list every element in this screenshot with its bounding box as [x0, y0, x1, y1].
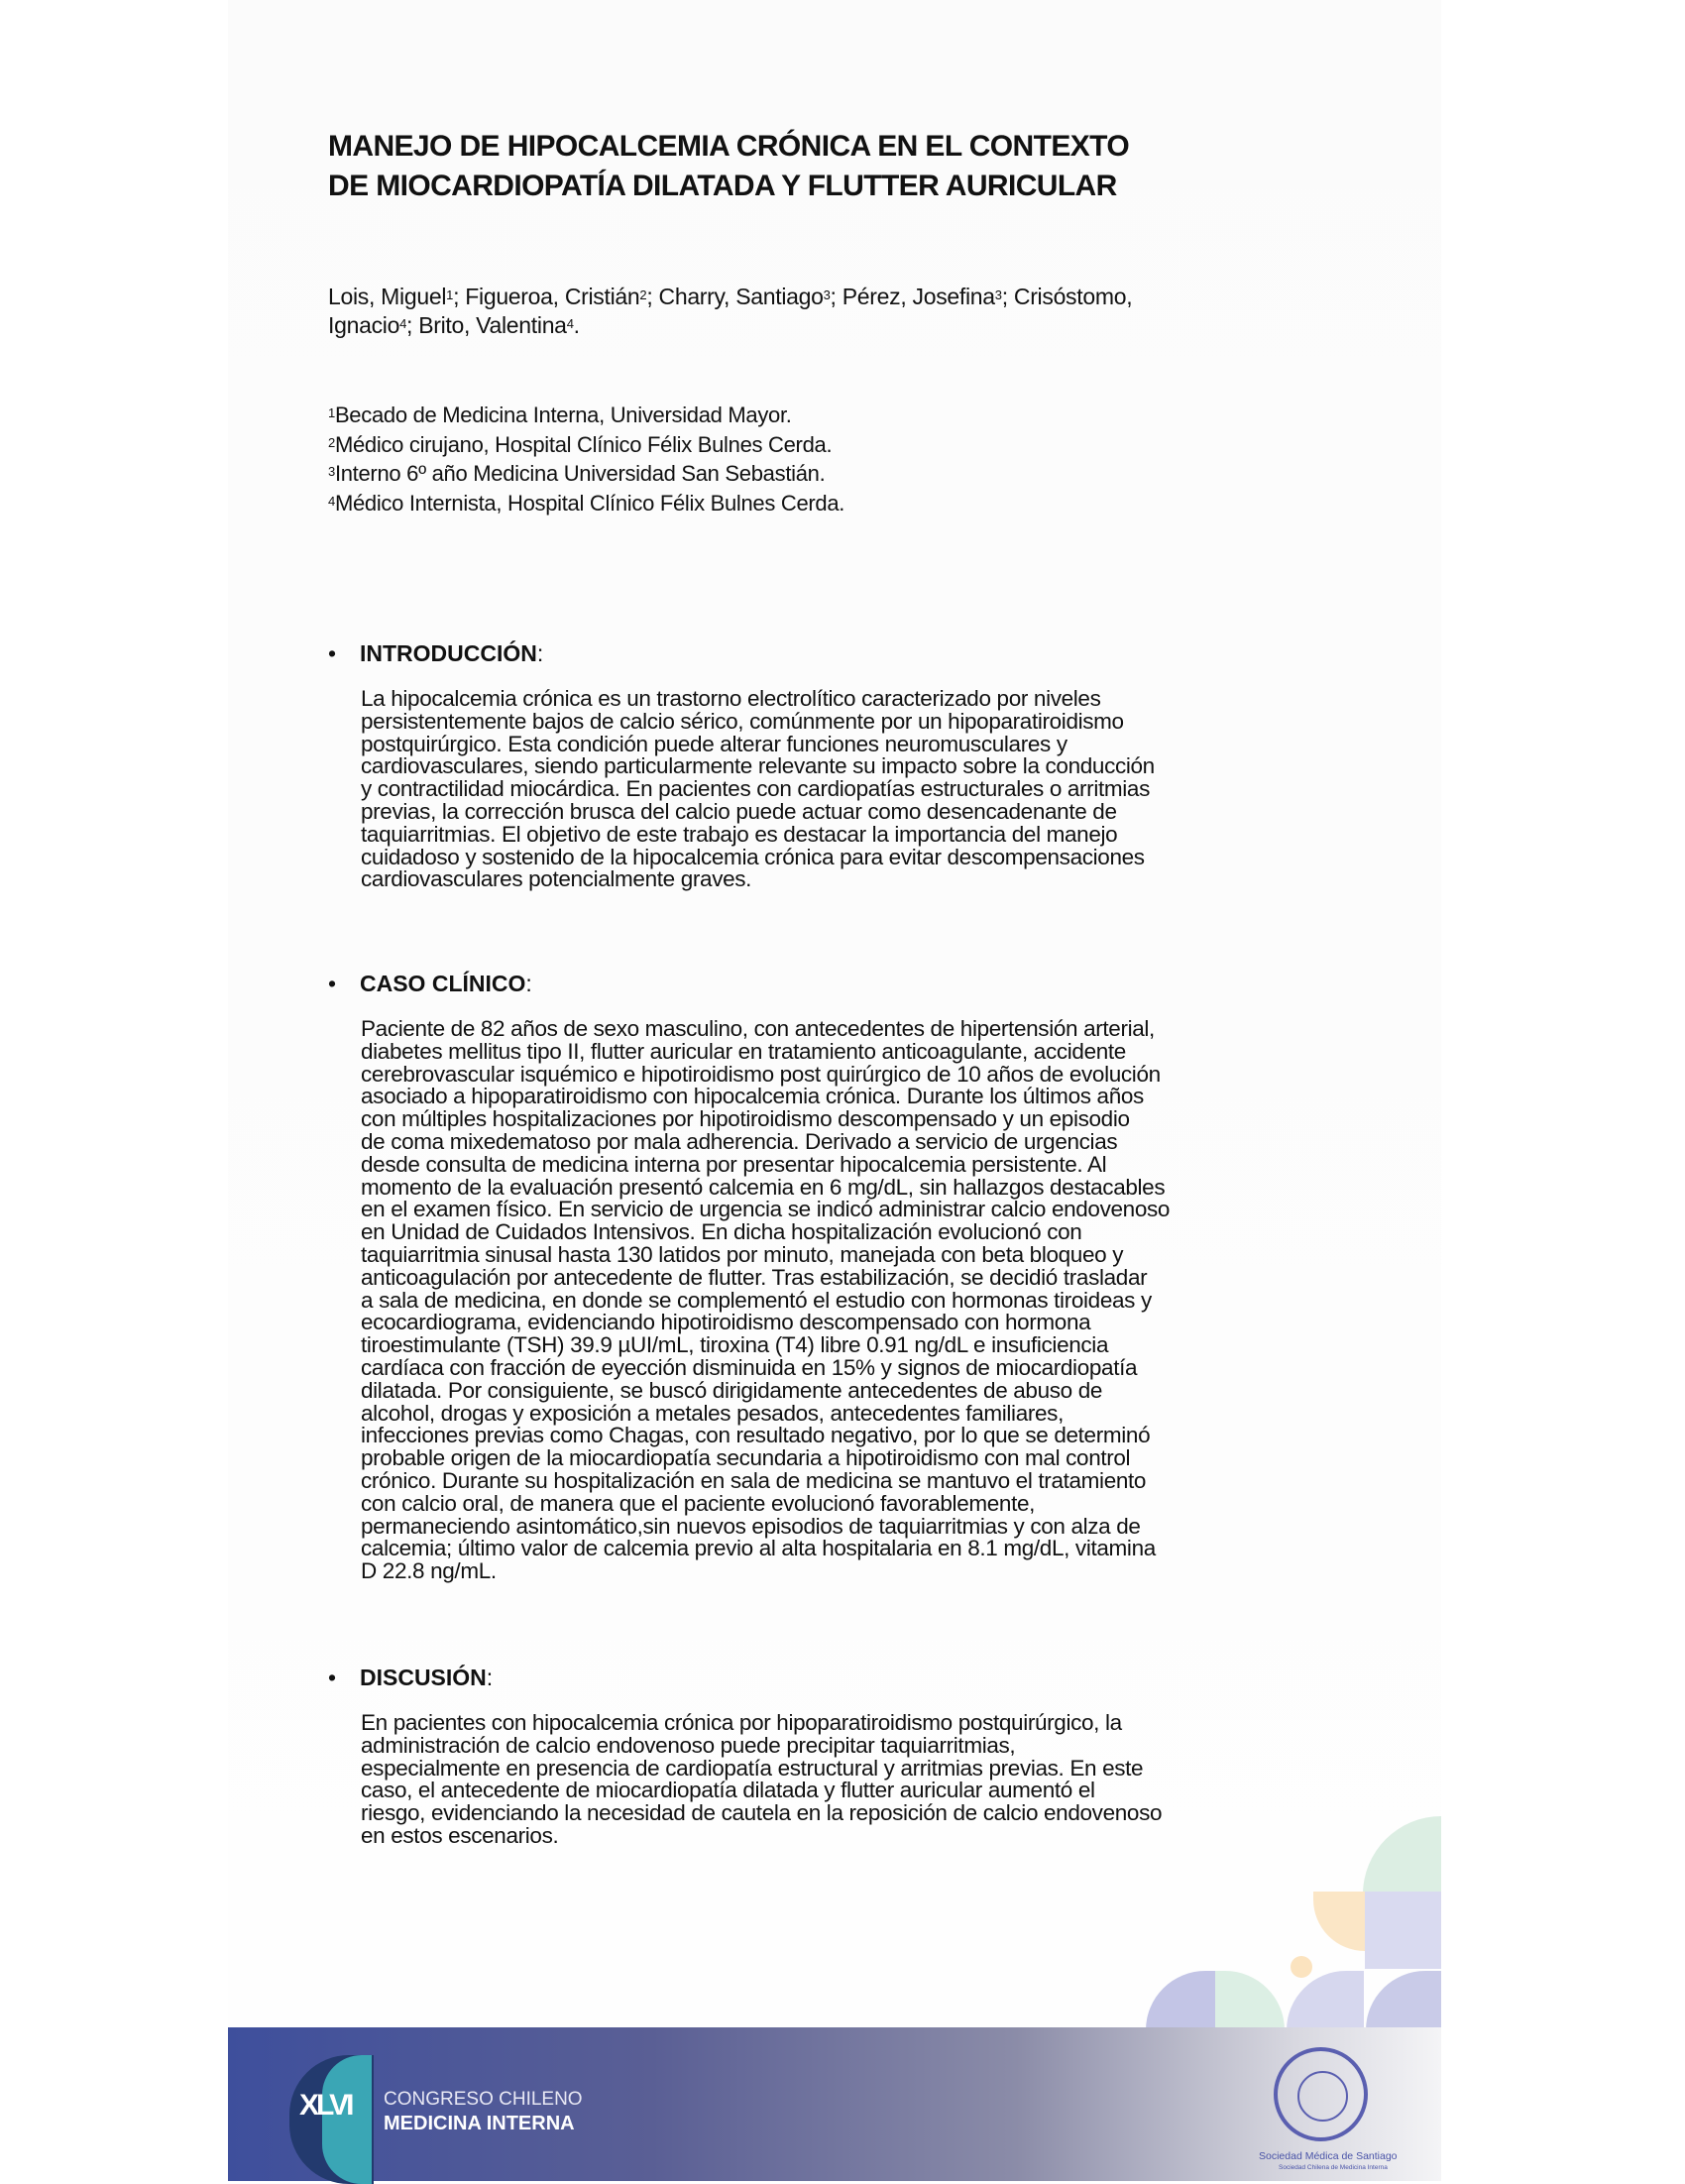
paragraph-line: probable origen de la miocardiopatía secundaria a hipotiroidismo con mal control — [361, 1445, 1131, 1471]
congress-name-line2: MEDICINA INTERNA — [384, 2113, 575, 2134]
paragraph-line: anticoagulación por antecedente de flutter. Tras estabilización, se decidió trasladar — [361, 1264, 1148, 1290]
author: Lois, Miguel$^1$; — [328, 284, 466, 309]
paragraph-line: La hipocalcemia crónica es un trastorno electrolítico caracterizado por niveles — [361, 686, 1101, 711]
paragraph-line: especialmente en presencia de cardiopatía estructural y arritmias previas. En este — [361, 1755, 1144, 1781]
paragraph-line: alcohol, drogas y exposición a metales pesados, antecedentes familiares, — [361, 1400, 1064, 1426]
section-heading-discusion: • DISCUSIÓN: — [328, 1665, 494, 1690]
poster-title — [328, 127, 1129, 206]
paragraph-line: infecciones previas como Chagas, con resultado negativo, por lo que se determinó — [361, 1423, 1151, 1448]
society-subtitle: Sociedad Chilena de Medicina Interna — [1279, 2164, 1388, 2171]
author: Pérez, Josefina$^3$; — [842, 284, 1014, 309]
section-body-caso-clinico — [361, 1018, 1170, 1583]
paragraph-line: postquirúrgico. Esta condición puede alterar funciones neuromusculares y — [361, 731, 1067, 756]
author: Ignacio$^4$; — [328, 312, 419, 338]
paragraph-line: D 22.8 ng/mL. — [361, 1558, 497, 1584]
paragraph-line: taquiarritmia sinusal hasta 130 latidos por minuto, manejada con beta bloqueo y — [361, 1241, 1124, 1267]
section-body-introduccion — [361, 688, 1155, 891]
affiliations — [328, 401, 844, 517]
paragraph-line: diabetes mellitus tipo II, flutter auricular en tratamiento anticoagulante, accidente — [361, 1038, 1126, 1064]
author: Charry, Santiago$^3$; — [658, 284, 842, 309]
paragraph-line: momento de la evaluación presentó calcemia en 6 mg/dL, sin hallazgos destacables — [361, 1174, 1166, 1200]
decor-lavender-square — [1365, 1892, 1441, 1969]
paragraph-line: ecocardiograma, evidenciando hipotiroidismo descompensado con hormona — [361, 1310, 1091, 1335]
paragraph-line: riesgo, evidenciando la necesidad de cautela en la reposición de calcio endovenoso — [361, 1800, 1163, 1826]
paragraph-line: previas, la corrección brusca del calcio puede actuar como desencadenante de — [361, 798, 1117, 824]
paragraph-line: calcemia; último valor de calcemia previo al alta hospitalaria en 8.1 mg/dL, vitamina — [361, 1536, 1156, 1561]
paragraph-line: y contractilidad miocárdica. En pacientes con cardiopatías estructurales o arritmias — [361, 776, 1150, 802]
congress-logo-numeral: XLVI — [299, 2089, 352, 2122]
paragraph-line: Paciente de 82 años de sexo masculino, con antecedentes de hipertensión arterial, — [361, 1016, 1155, 1041]
paragraph-line: En pacientes con hipocalcemia crónica por hipoparatiroidismo postquirúrgico, la — [361, 1710, 1122, 1735]
paragraph-line: taquiarritmias. El objetivo de este trabajo es destacar la importancia del manejo — [361, 821, 1118, 847]
author: Figueroa, Cristián$^2$; — [465, 284, 659, 309]
society-name: Sociedad Médica de Santiago — [1259, 2150, 1398, 2162]
paragraph-line: asociado a hipoparatiroidismo con hipocalcemia crónica. Durante los últimos años — [361, 1084, 1144, 1109]
society-seal-icon — [1274, 2047, 1368, 2141]
paragraph-line: cardiovasculares, siendo particularmente relevante su impacto sobre la conducción — [361, 753, 1155, 779]
author-list — [328, 283, 1132, 340]
paragraph-line: en estos escenarios. — [361, 1822, 559, 1848]
author-name-part: Crisóstomo, — [1013, 284, 1133, 309]
title-line: MANEJO DE HIPOCALCEMIA CRÓNICA EN EL CONTEXTO — [328, 130, 1130, 163]
paragraph-line: tiroestimulante (TSH) 39.9 µUI/mL, tiroxina (T4) libre 0.91 ng/dL e insuficiencia — [361, 1332, 1109, 1358]
paragraph-line: cardiovasculares potencialmente graves. — [361, 866, 752, 892]
affiliation: $^3$Interno 6º año Medicina Universidad San Sebastián. — [328, 461, 826, 486]
paragraph-line: en el examen físico. En servicio de urgencia se indicó administrar calcio endovenoso — [361, 1197, 1171, 1222]
paragraph-line: dilatada. Por consiguiente, se buscó dirigidamente antecedentes de abuso de — [361, 1377, 1103, 1403]
title-line: DE MIOCARDIOPATÍA DILATADA Y FLUTTER AURICULAR — [328, 170, 1117, 202]
paragraph-line: permaneciendo asintomático,sin nuevos episodios de taquiarritmias y con alza de — [361, 1513, 1141, 1539]
paragraph-line: persistentemente bajos de calcio sérico, comúnmente por un hipoparatiroidismo — [361, 708, 1124, 734]
paragraph-line: a sala de medicina, en donde se complementó el estudio con hormonas tiroideas y — [361, 1287, 1152, 1313]
paragraph-line: en Unidad de Cuidados Intensivos. En dicha hospitalización evolucionó con — [361, 1219, 1082, 1245]
paragraph-line: crónico. Durante su hospitalización en sala de medicina se mantuvo el tratamiento — [361, 1467, 1147, 1493]
congress-name-line1: CONGRESO CHILENO — [384, 2089, 583, 2110]
paragraph-line: de coma mixedematoso por mala adherencia. Derivado a servicio de urgencias — [361, 1128, 1118, 1154]
paragraph-line: caso, el antecedente de miocardiopatía dilatada y flutter auricular aumentó el — [361, 1778, 1095, 1803]
paragraph-line: con múltiples hospitalizaciones por hipotiroidismo descompensado y un episodio — [361, 1106, 1130, 1132]
decor-peach-dot — [1291, 1956, 1312, 1978]
section-heading-caso-clinico: • CASO CLÍNICO: — [328, 971, 532, 996]
paragraph-line: desde consulta de medicina interna por presentar hipocalcemia persistente. Al — [361, 1151, 1107, 1177]
section-body-discusion — [361, 1712, 1162, 1848]
footer-banner — [228, 2027, 1441, 2181]
affiliation: $^1$Becado de Medicina Interna, Universidad Mayor. — [328, 402, 792, 427]
author: Brito, Valentina$^4$. — [418, 312, 580, 338]
section-heading-introduccion: • INTRODUCCIÓN: — [328, 640, 544, 666]
paragraph-line: cerebrovascular isquémico e hipotiroidismo post quirúrgico de 10 años de evolución — [361, 1061, 1161, 1087]
affiliation: $^2$Médico cirujano, Hospital Clínico Félix Bulnes Cerda. — [328, 431, 833, 457]
paragraph-line: cardíaca con fracción de eyección disminuida en 15% y signos de miocardiopatía — [361, 1354, 1138, 1380]
affiliation: $^4$Médico Internista, Hospital Clínico Félix Bulnes Cerda. — [328, 490, 845, 516]
paragraph-line: con calcio oral, de manera que el paciente evolucionó favorablemente, — [361, 1490, 1036, 1516]
author — [1014, 284, 1132, 309]
paragraph-line: administración de calcio endovenoso puede precipitar taquiarritmias, — [361, 1732, 1016, 1758]
paragraph-line: cuidadoso y sostenido de la hipocalcemia crónica para evitar descompensaciones — [361, 844, 1145, 869]
